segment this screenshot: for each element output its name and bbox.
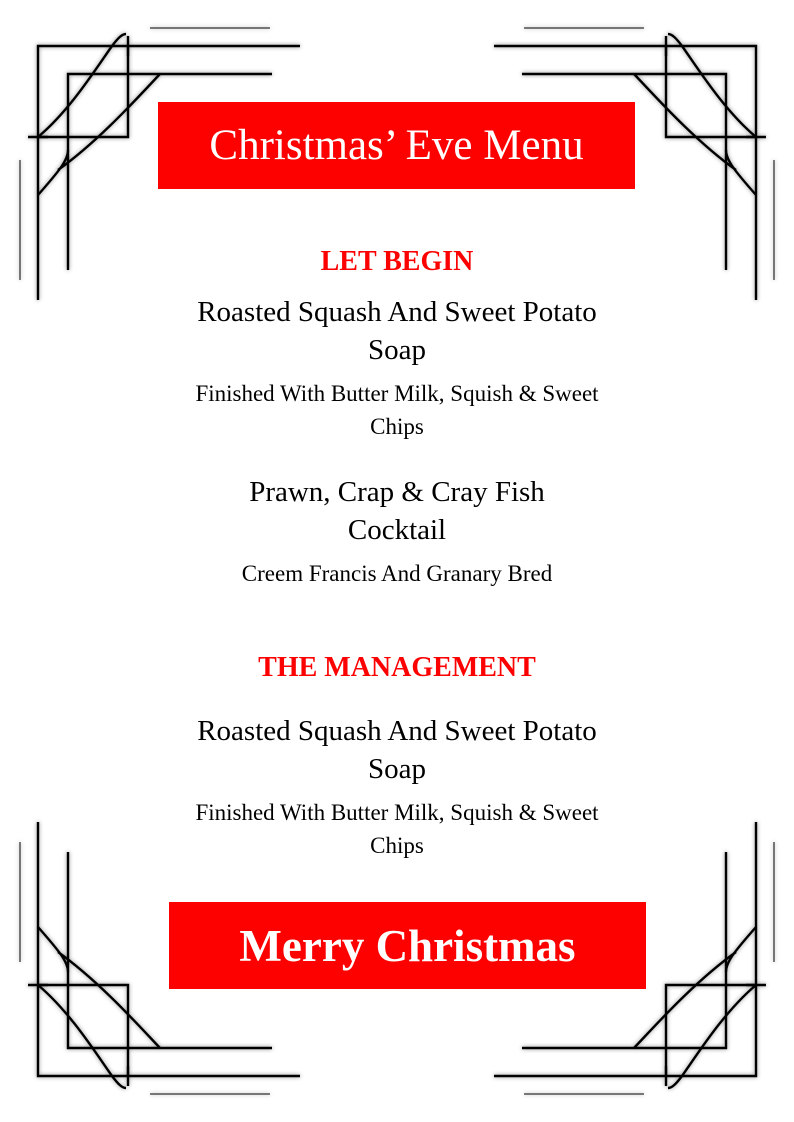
menu-title: Christmas’ Eve Menu bbox=[209, 122, 584, 169]
dish-title: Roasted Squash And Sweet Potato Soap bbox=[197, 296, 597, 366]
dish-title: Prawn, Crap & Cray Fish Cocktail bbox=[249, 476, 545, 546]
greeting-banner bbox=[169, 902, 646, 989]
greeting-text: Merry Christmas bbox=[239, 920, 576, 971]
dish-description: Creem Francis And Granary Bred bbox=[241, 561, 553, 586]
section-heading-let-begin: LET BEGIN bbox=[320, 246, 474, 277]
title-banner bbox=[158, 102, 635, 189]
dish-description: Finished With Butter Milk, Squish & Sweet Chips bbox=[195, 800, 599, 858]
dish-title: Roasted Squash And Sweet Potato Soap bbox=[197, 715, 597, 785]
dish-description: Finished With Butter Milk, Squish & Sweet Chips bbox=[195, 381, 599, 439]
section-heading-the-management: THE MANAGEMENT bbox=[258, 652, 536, 683]
